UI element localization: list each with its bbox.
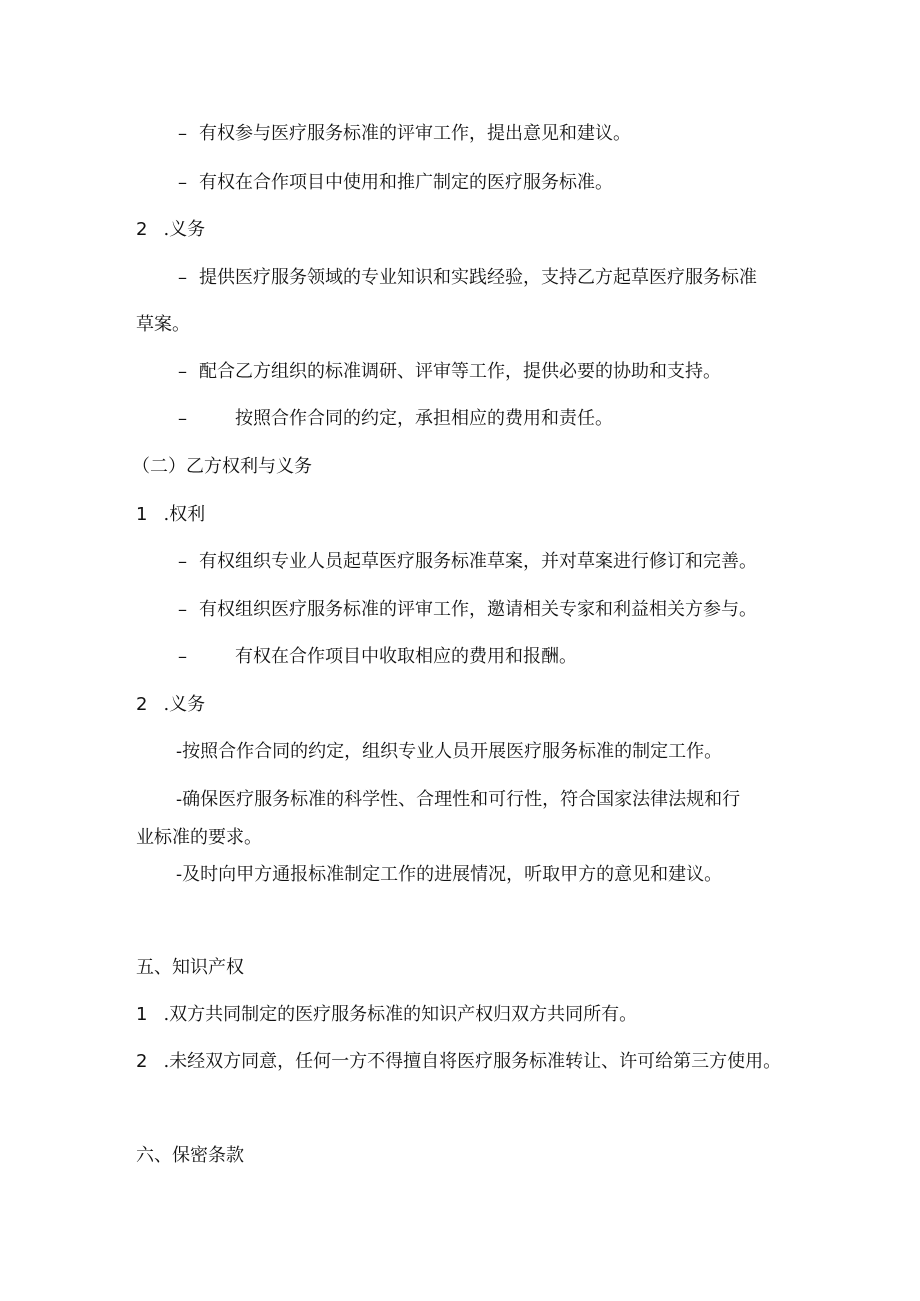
- ip-clause-1-text: .双方共同制定的医疗服务标准的知识产权归双方共同所有。: [163, 1004, 638, 1025]
- party-b-right-item-1: [178, 553, 757, 571]
- party-b-right-item-2: [178, 601, 757, 619]
- party-a-right-item-1-text: 有权参与医疗服务标准的评审工作，提出意见和建议。: [199, 123, 631, 144]
- confidentiality-section-heading: 六、保密条款: [136, 1145, 244, 1166]
- party-b-duties-number: 2: [136, 694, 148, 715]
- party-a-duties-number: 2: [136, 219, 148, 240]
- ip-clause-2: [136, 1053, 781, 1071]
- party-a-duty-item-2-text: 配合乙方组织的标准调研、评审等工作，提供必要的协助和支持。: [199, 361, 721, 382]
- party-a-duty-item-1-text: 提供医疗服务领域的专业知识和实践经验，支持乙方起草医疗服务标准: [199, 267, 757, 288]
- ip-clause-2-text: .未经双方同意，任何一方不得擅自将医疗服务标准转让、许可给第三方使用。: [163, 1051, 782, 1072]
- party-a-duty-item-1: [178, 269, 757, 287]
- party-a-right-item-2: [178, 174, 613, 192]
- party-b-rights-number: 1: [136, 504, 148, 525]
- bullet-dash: –: [178, 599, 187, 620]
- party-b-duty-item-2: -确保医疗服务标准的科学性、合理性和可行性，符合国家法律法规和行: [176, 789, 741, 810]
- party-b-rights-heading-text: .权利: [163, 504, 206, 525]
- party-a-duty-item-3: [178, 410, 613, 428]
- party-b-duty-item-1: -按照合作合同的约定，组织专业人员开展医疗服务标准的制定工作。: [176, 741, 723, 762]
- party-a-duty-item-1-continued: 草案。: [136, 314, 190, 335]
- party-b-rights-heading: [136, 506, 205, 524]
- party-b-right-item-2-text: 有权组织医疗服务标准的评审工作，邀请相关专家和利益相关方参与。: [199, 599, 757, 620]
- ip-clause-1: [136, 1006, 637, 1024]
- party-b-duty-item-3: -及时向甲方通报标准制定工作的进展情况，听取甲方的意见和建议。: [176, 864, 723, 885]
- party-a-right-item-1: [178, 125, 631, 143]
- party-a-duties-heading: [136, 221, 205, 239]
- party-b-section-heading: （二）乙方权利与义务: [132, 456, 312, 477]
- party-a-right-item-2-text: 有权在合作项目中使用和推广制定的医疗服务标准。: [199, 172, 613, 193]
- bullet-dash: –: [178, 551, 187, 572]
- party-b-duties-heading-text: .义务: [163, 694, 206, 715]
- party-b-right-item-1-text: 有权组织专业人员起草医疗服务标准草案，并对草案进行修订和完善。: [199, 551, 757, 572]
- bullet-dash: –: [178, 361, 187, 382]
- bullet-dash: –: [178, 646, 187, 667]
- party-b-right-item-3: [178, 648, 577, 666]
- ip-section-heading: 五、知识产权: [136, 957, 244, 978]
- bullet-dash: –: [178, 123, 187, 144]
- party-b-duties-heading: [136, 696, 205, 714]
- party-a-duty-item-2: [178, 363, 721, 381]
- party-a-duty-item-3-text: 按照合作合同的约定，承担相应的费用和责任。: [235, 408, 613, 429]
- party-b-duty-item-2-continued: 业标准的要求。: [136, 827, 262, 848]
- bullet-dash: –: [178, 172, 187, 193]
- party-b-right-item-3-text: 有权在合作项目中收取相应的费用和报酬。: [235, 646, 577, 667]
- ip-clause-2-number: 2: [136, 1051, 148, 1072]
- party-a-duties-heading-text: .义务: [163, 219, 206, 240]
- bullet-dash: –: [178, 267, 187, 288]
- ip-clause-1-number: 1: [136, 1004, 148, 1025]
- bullet-dash: –: [178, 408, 187, 429]
